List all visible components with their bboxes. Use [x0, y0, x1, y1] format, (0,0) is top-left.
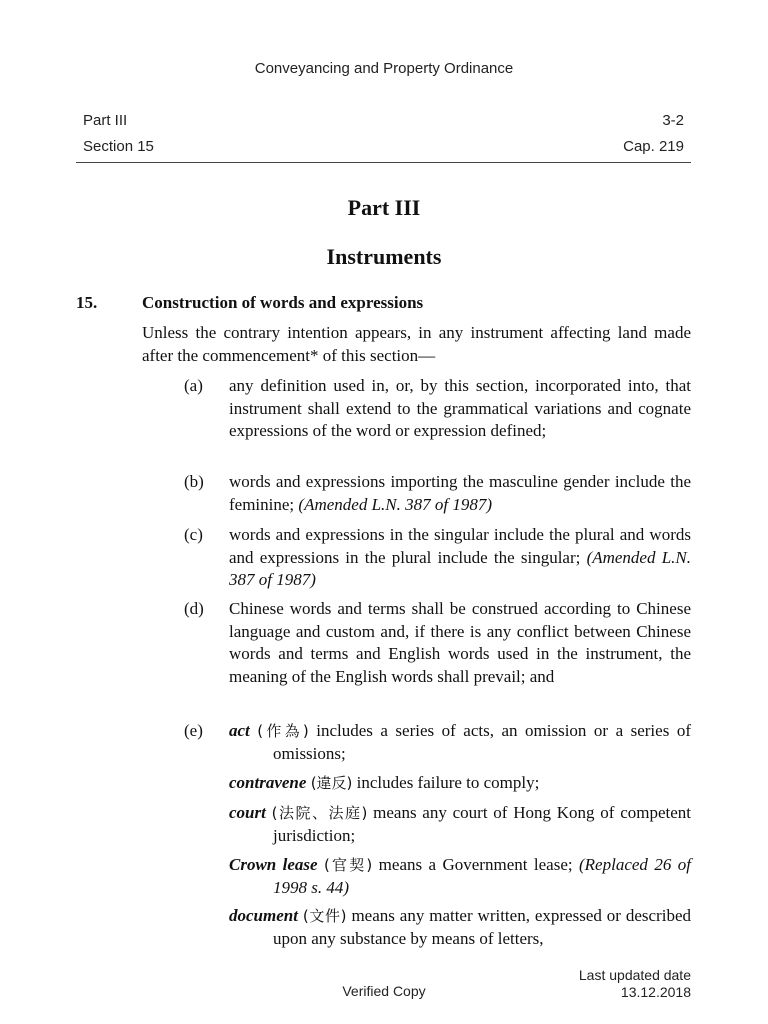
- last-updated: [579, 967, 691, 1001]
- item-a: [229, 375, 691, 443]
- section-number: 15.: [76, 293, 98, 312]
- definition-text: means any matter written, expressed or described upon any substance by means of letters,: [273, 906, 691, 948]
- item-b: [229, 471, 691, 516]
- chinese-term: (法院、法庭): [271, 804, 368, 822]
- item-label-a: (a): [184, 376, 203, 395]
- part-title: Part III: [347, 195, 421, 220]
- header-page-number: 3-2: [662, 112, 684, 129]
- section-heading: Construction of words and expressions: [142, 293, 424, 312]
- item-label-d: (d): [184, 599, 204, 618]
- part-subtitle: Instruments: [326, 244, 442, 269]
- amendment-note: (Amended L.N. 387 of 1987): [298, 494, 492, 514]
- item-d: [229, 598, 691, 688]
- header-divider: [76, 162, 691, 163]
- last-updated-label: Last updated date: [578, 967, 691, 983]
- definition-crown-lease: [229, 854, 691, 899]
- item-label-e: (e): [184, 721, 203, 740]
- item-text: words and expressions in the singular include the plural and words and expressions in the plural include the singular;: [229, 525, 691, 567]
- definition-act: [229, 720, 691, 765]
- definition-text: includes failure to comply;: [356, 773, 540, 792]
- header-chapter: Cap. 219: [623, 138, 684, 155]
- header-part: Part III: [83, 112, 128, 129]
- item-text: any definition used in, or, by this section, incorporated into, that instrument shall extend to the grammatical variations and cognate expressions of the word or expression defined;: [229, 376, 691, 440]
- definition-text: means any court of Hong Kong of competent jurisdiction;: [273, 803, 692, 845]
- definition-term: Crown lease: [229, 855, 318, 874]
- item-c: [229, 524, 691, 592]
- definition-term: court: [229, 803, 266, 822]
- item-text: words and expressions importing the masculine gender include the feminine;: [229, 472, 691, 514]
- item-text: Chinese words and terms shall be construed according to Chinese language and custom and, if there is any conflict between Chinese words and terms and English words used in the instrument, the meaning of the English words shall prevail; and: [229, 599, 691, 686]
- amendment-note: (Replaced 26 of 1998 s. 44): [273, 855, 691, 897]
- last-updated-date: 13.12.2018: [620, 984, 691, 1000]
- item-label-c: (c): [184, 525, 203, 544]
- header-section: Section 15: [83, 138, 154, 155]
- definition-text: means a Government lease;: [378, 855, 573, 874]
- ordinance-title: Conveyancing and Property Ordinance: [254, 60, 514, 77]
- section-intro: Unless the contrary intention appears, in any instrument affecting land made after the commencement* of this section—: [142, 323, 691, 365]
- definition-contravene: [229, 772, 691, 795]
- chinese-term: (官契): [324, 856, 373, 874]
- definition-term: document: [229, 906, 298, 925]
- definition-document: [229, 905, 691, 950]
- definition-text: includes a series of acts, an omission or a series of omissions;: [273, 721, 691, 763]
- chinese-term: (文件): [302, 907, 347, 925]
- chinese-term: (作為): [257, 722, 309, 740]
- definition-court: [229, 802, 691, 847]
- chinese-term: (違反): [310, 774, 353, 792]
- verified-copy-label: Verified Copy: [342, 983, 426, 999]
- item-label-b: (b): [184, 472, 204, 491]
- amendment-note: (Amended L.N. 387 of 1987): [229, 547, 691, 589]
- definition-term: contravene: [229, 773, 307, 792]
- definition-term: act: [229, 721, 250, 740]
